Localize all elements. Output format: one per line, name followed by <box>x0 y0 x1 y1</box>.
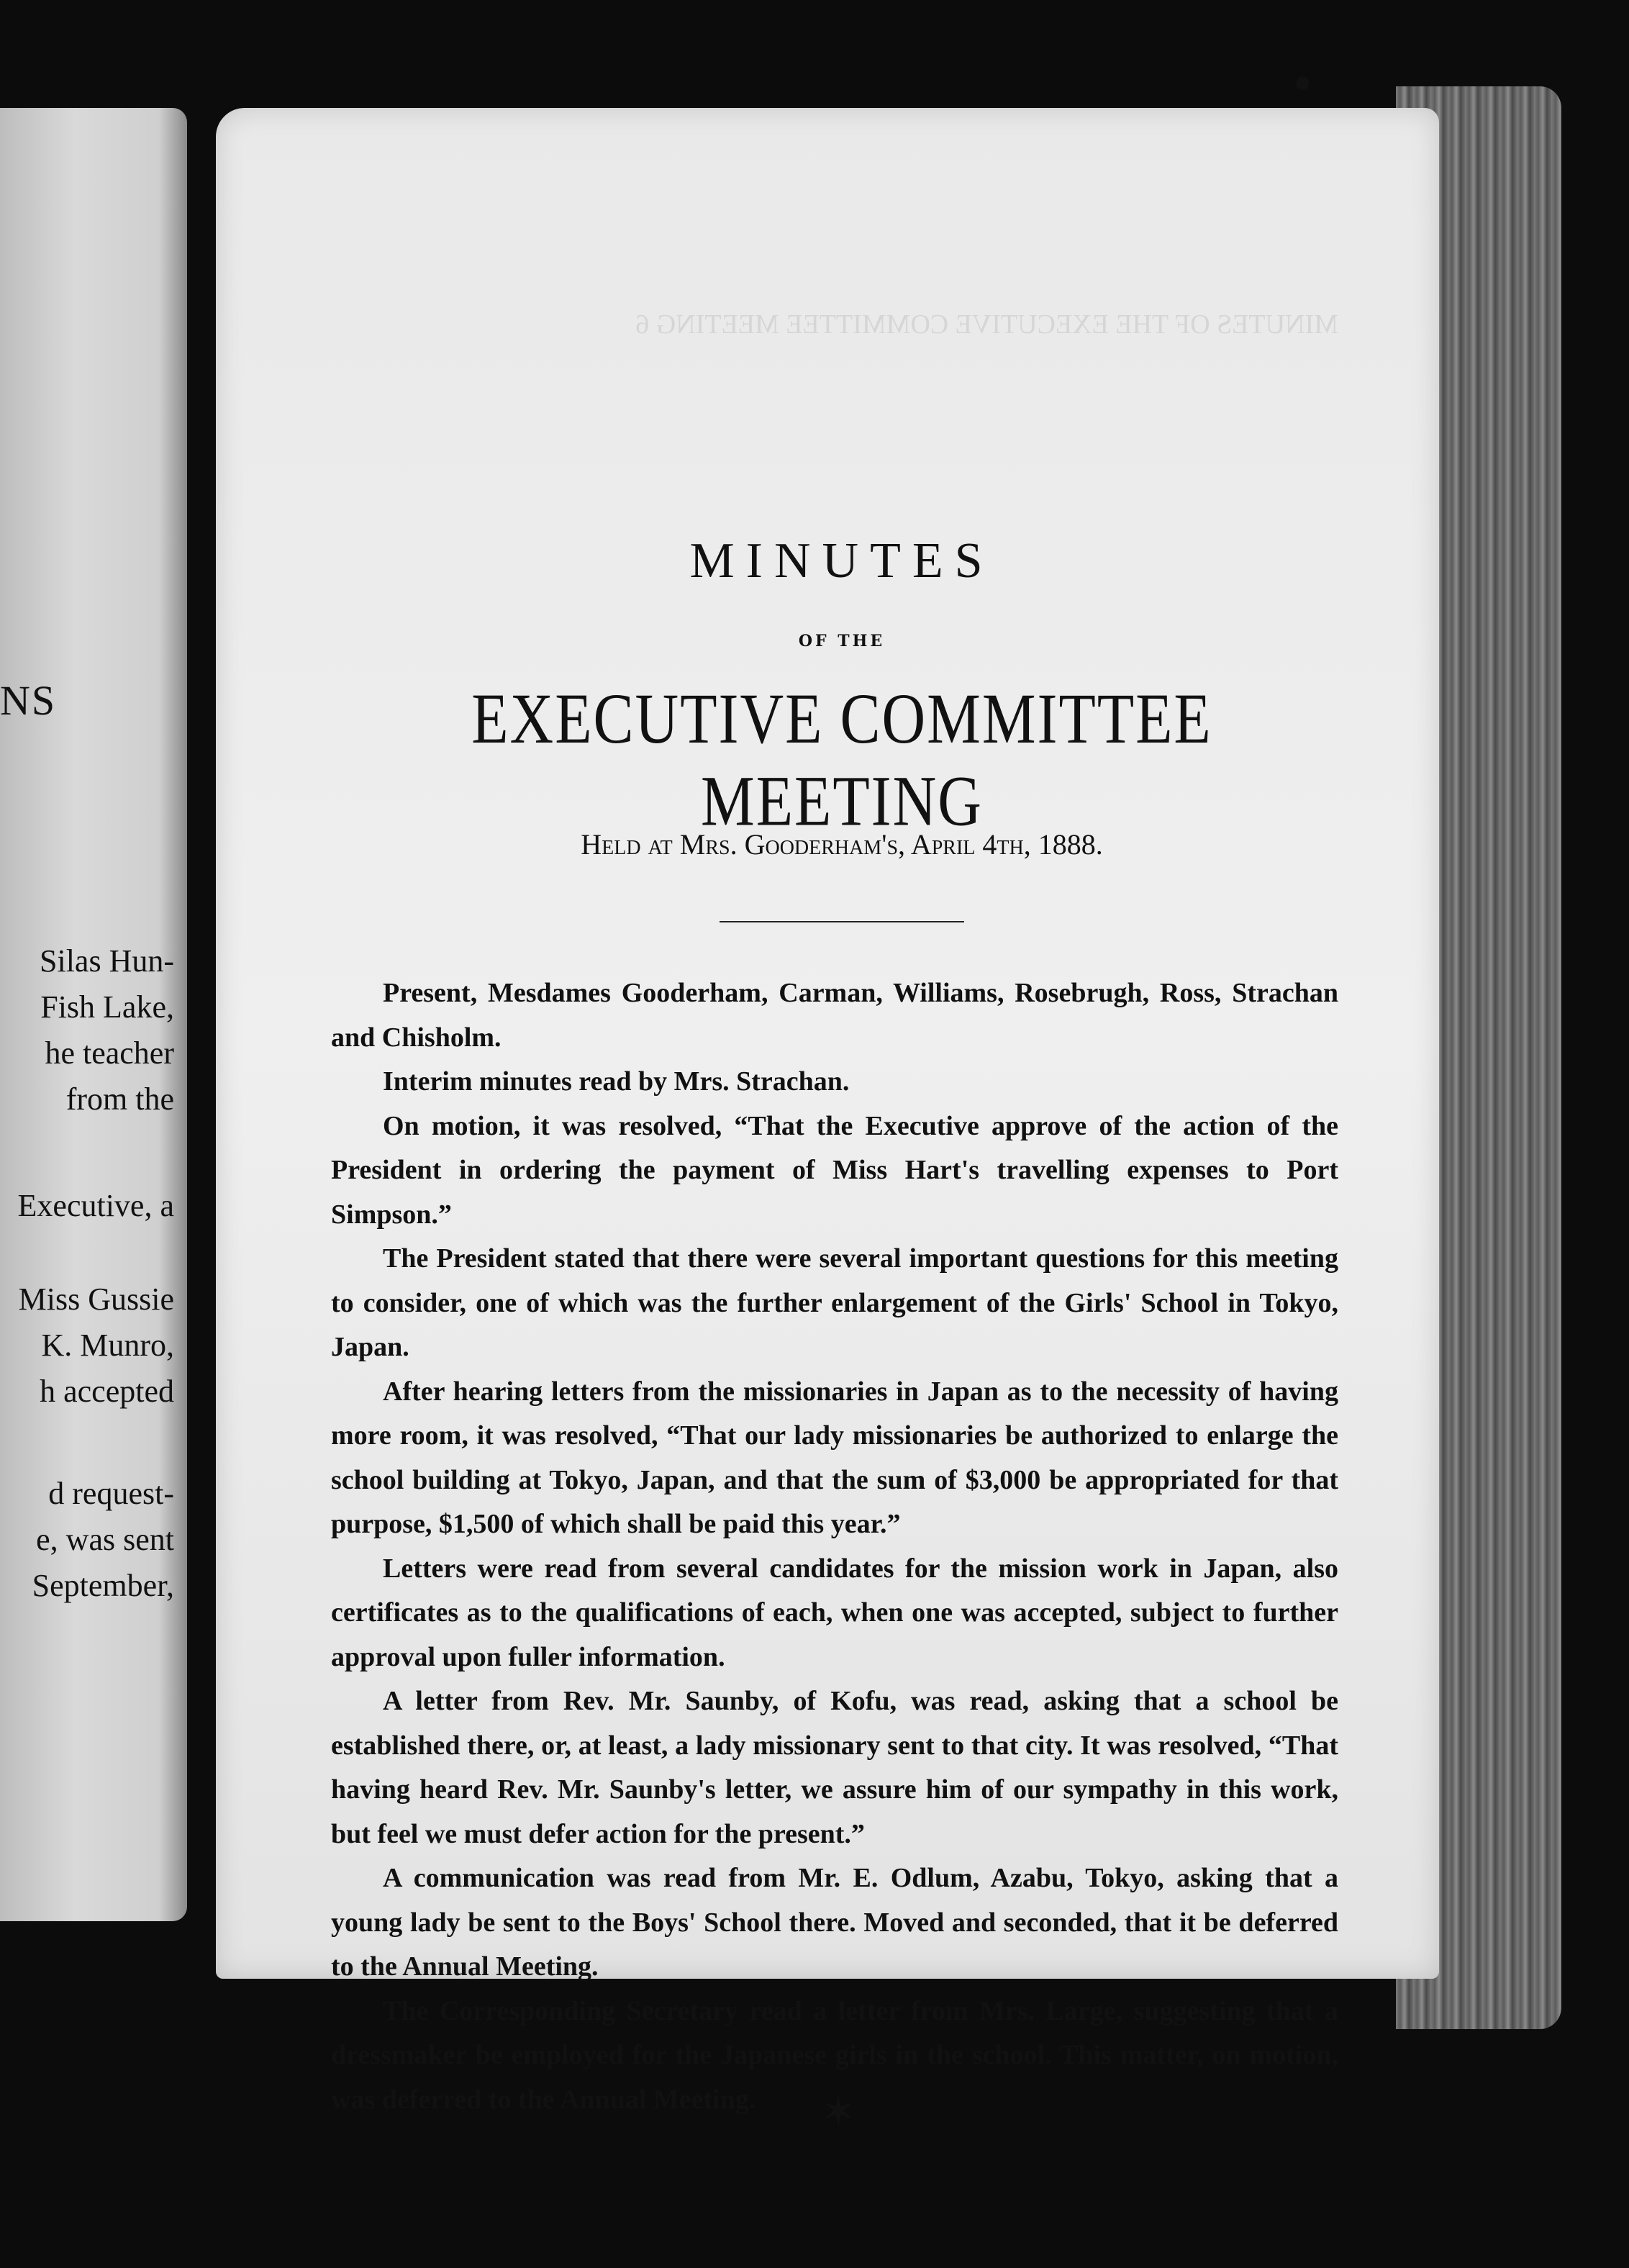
left-page-fragment: Silas Hun- <box>40 943 174 979</box>
minutes-body <box>331 971 1338 2122</box>
left-page-fragment: Miss Gussie <box>18 1282 174 1317</box>
left-page-heading-fragment: NS <box>0 677 57 724</box>
paragraph: A letter from Rev. Mr. Saunby, of Kofu, was read, asking that a school be established there, or, at least, a lady missionary sent to that city. It was resolved, “That having heard Rev. Mr. Saunby's letter, we assure him of our sympathy in this work, but feel we must defer action for the present.” <box>331 1686 1338 1849</box>
left-page-fragment: September, <box>32 1568 174 1603</box>
paragraph: Interim minutes read by Mrs. Strachan. <box>383 1066 850 1097</box>
ink-speck-icon: ✶ <box>820 2087 857 2137</box>
paragraph: The President stated that there were several important questions for this meeting to consider, one of which was the further enlargement of the Girls' School in Tokyo, Japan. <box>331 1243 1338 1362</box>
paragraph: After hearing letters from the missionaries in Japan as to the necessity of having more room, it was resolved, “That our lady missionaries be authorized to enlarge the school building at Tokyo, Japan, and that the sum of $3,000 be appropriated for that purpose, $1,500 of which shall be paid this year.” <box>331 1376 1338 1539</box>
left-facing-page <box>0 108 187 1921</box>
paragraph: On motion, it was resolved, “That the Executive approve of the action of the President in ordering the payment of Miss Hart's travelling expenses to Port Simpson.” <box>331 1110 1338 1230</box>
title-executive-committee-meeting: EXECUTIVE COMMITTEE MEETING <box>471 679 1212 842</box>
left-page-fragment: d request- <box>48 1476 174 1511</box>
title-minutes: MINUTES <box>689 533 994 589</box>
meeting-subtitle: Held at Mrs. Gooderham's, April 4th, 1888. <box>581 828 1103 861</box>
left-page-fragment: K. Munro, <box>41 1328 174 1363</box>
left-page-fragment: h accepted <box>40 1374 174 1409</box>
left-page-fragment: e, was sent <box>36 1522 174 1557</box>
ink-dot-icon: ● <box>1295 72 1310 92</box>
title-of-the: OF THE <box>798 632 886 650</box>
left-page-fragment: he teacher <box>45 1035 174 1071</box>
paragraph: The Corresponding Secretary read a letter from Mrs. Large, suggesting that a dressmaker be employed for the Japanese girls in the school. This matter, on motion, was deferred to the Annual Meeting. <box>331 1995 1338 2115</box>
paragraph: Present, Mesdames Gooderham, Carman, Williams, Rosebrugh, Ross, Strachan and Chisholm. <box>331 978 1338 1053</box>
paragraph: Letters were read from several candidates for the mission work in Japan, also certificates as to the qualifications of each, when one was accepted, subject to further approval upon fuller information. <box>331 1553 1338 1672</box>
running-head-bleed: MINUTES OF THE EXECUTIVE COMMITTEE MEETING <box>655 309 1338 340</box>
divider-rule <box>720 921 964 922</box>
page-number-bleed: 6 <box>635 309 650 340</box>
left-page-fragment: Executive, a <box>17 1188 174 1223</box>
left-page-fragment: from the <box>65 1081 174 1117</box>
paragraph: A communication was read from Mr. E. Odlum, Azabu, Tokyo, asking that a young lady be sent to the Boys' School there. Moved and seconded, that it be deferred to the Annual Meeting. <box>331 1863 1338 1982</box>
left-page-fragment: Fish Lake, <box>40 989 174 1025</box>
show-through-text <box>331 302 1338 347</box>
